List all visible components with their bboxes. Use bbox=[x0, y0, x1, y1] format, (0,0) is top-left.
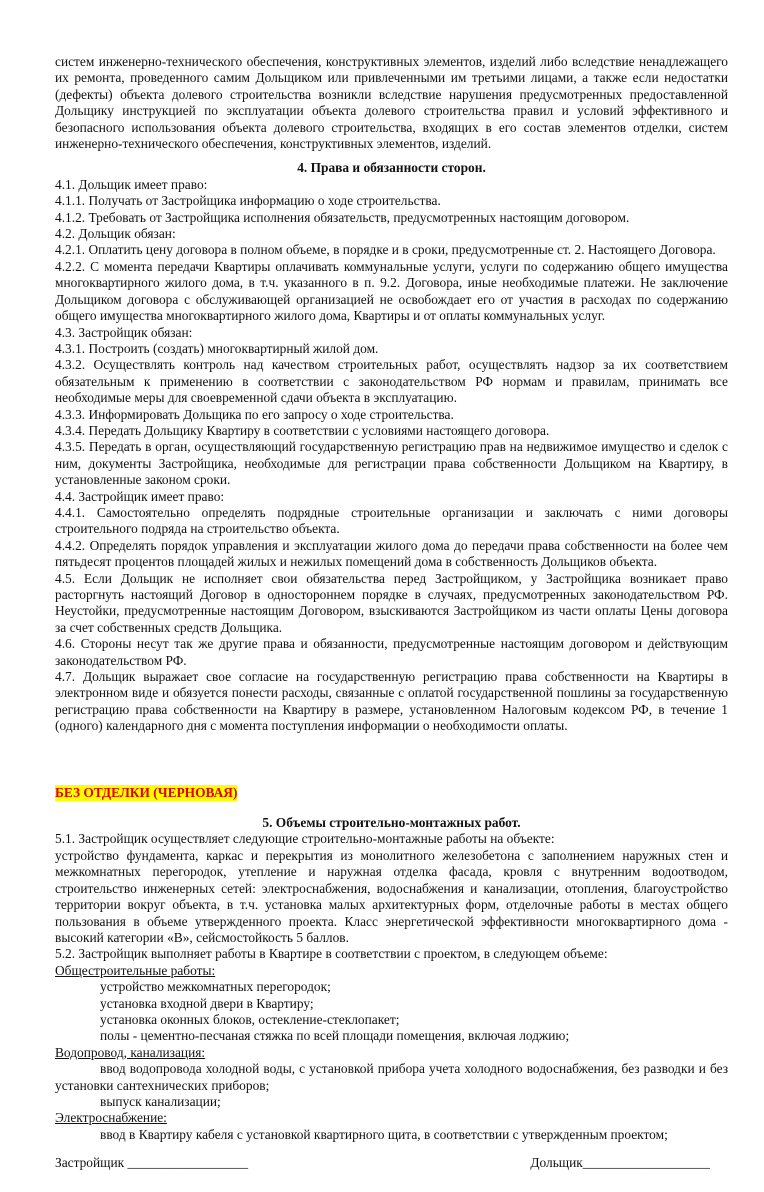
general-item: установка входной двери в Квартиру; bbox=[100, 995, 314, 1011]
clause-item: 4.3.2. Осуществлять контроль над качеством строительных работ, осуществлять надзор за их соответствием обязательным к применению в соответствии с законодательством РФ нормам и правилам, принимать все необходимые меры для своевременной сдачи объекта в эксплуатацию. bbox=[55, 357, 728, 406]
clause-item: 4.1. Дольщик имеет право: bbox=[55, 176, 208, 192]
clause-5-1: 5.1. Застройщик осуществляет следующие строительно-монтажные работы на объекте: bbox=[55, 831, 555, 847]
clause-item: 4.4.1. Самостоятельно определять подрядные строительные организации и заключать с ними договоры строительного подряда на строительство объекта. bbox=[55, 504, 728, 537]
clause-5-2: 5.2. Застройщик выполняет работы в Квартире в соответствии с проектом, в следующем объеме: bbox=[55, 946, 608, 962]
clause-item: 4.2.1. Оплатить цену договора в полном объеме, в порядке и в сроки, предусмотренные ст. 2. Настоящего Договора. bbox=[55, 242, 716, 258]
clause-item: 4.4. Застройщик имеет право: bbox=[55, 488, 225, 504]
section-4-heading: 4. Права и обязанности сторон. bbox=[297, 160, 486, 176]
general-item: установка оконных блоков, остекление-стеклопакет; bbox=[100, 1011, 400, 1027]
clause-item: 4.2. Дольщик обязан: bbox=[55, 226, 176, 242]
section-4-items bbox=[55, 177, 728, 735]
clause-item: 4.7. Дольщик выражает свое согласие на государственную регистрацию права собственности на Квартиры в электронном виде и обязуется понести расходы, связанные с оплатой государственной пошлины за государственную регистрацию права собственности на Квартиру в размере, установленном Налоговым кодексом РФ, в течение 1 (одного) календарного дня с момента поступления информации о необходимости оплаты. bbox=[55, 669, 728, 734]
document-page bbox=[55, 0, 728, 1192]
power-title: Электроснабжение: bbox=[55, 1110, 167, 1126]
clause-item: 4.2.2. С момента передачи Квартиры оплачивать коммунальные услуги, услуги по содержанию общего имущества многоквартирного жилого дома, в т.ч. указанного в п. 9.2. Договора, иные необходимые платежи. Не заключение Дольщиком договора с обслуживающей организацией не освобождает его от участия в расходах по содержанию общего имущества многоквартирного жилого дома, Квартиры и от оплаты коммунальных услуг. bbox=[55, 258, 728, 324]
clause-item: 4.3.1. Построить (создать) многоквартирный жилой дом. bbox=[55, 340, 379, 356]
clause-item: 4.3.4. Передать Дольщику Квартиру в соответствии с условиями настоящего договора. bbox=[55, 422, 550, 438]
water-item: ввод водопровода холодной воды, с установкой прибора учета холодного водоснабжения, без разводки и без установки сантехнических приборов; bbox=[55, 1061, 728, 1093]
clause-item: 4.1.1. Получать от Застройщика информацию о ходе строительства. bbox=[55, 193, 441, 209]
clause-item: 4.3. Застройщик обязан: bbox=[55, 324, 193, 340]
general-works-title: Общестроительные работы: bbox=[55, 962, 216, 978]
clause-item: 4.1.2. Требовать от Застройщика исполнения обязательств, предусмотренных настоящим договором. bbox=[55, 209, 630, 225]
power-item: ввод в Квартиру кабеля с установкой квартирного щита, в соответствии с утвержденным проектом; bbox=[100, 1126, 668, 1142]
general-item: полы - цементно-песчаная стяжка по всей площади помещения, включая лоджию; bbox=[100, 1028, 570, 1044]
clause-item: 4.4.2. Определять порядок управления и эксплуатации жилого дома до передачи права собственности на более чем пятьдесят процентов площадей жилых и нежилых помещений дома в собственность Дольщиков объекта. bbox=[55, 537, 728, 570]
general-item: устройство межкомнатных перегородок; bbox=[100, 979, 331, 995]
highlight-label: БЕЗ ОТДЕЛКИ (ЧЕРНОВАЯ) bbox=[55, 784, 238, 800]
clause-item: 4.3.3. Информировать Дольщика по его запросу о ходе строительства. bbox=[55, 406, 454, 422]
section-5-heading: 5. Объемы строительно-монтажных работ. bbox=[262, 815, 521, 831]
signature-line bbox=[55, 1155, 728, 1171]
clause-item: 4.6. Стороны несут так же другие права и обязанности, предусмотренные настоящим договором и действующим законодательством РФ. bbox=[55, 636, 728, 668]
intro-paragraph: систем инженерно-технического обеспечения, конструктивных элементов, изделий либо вследствие ненадлежащего их ремонта, проведенного самим Дольщиком или привлеченными им третьими лицами, а также если недостатки (дефекты) объекта долевого строительства возникли вследствие нарушения предусмотренных предоставленной Дольщику инструкцией по эксплуатации объекта долевого строительства правил и условий эффективного и безопасного использования объекта долевого строительства, входящих в его состав элементов отделки, систем инженерно-технического обеспечения, конструктивных элементов, изделий. bbox=[55, 54, 728, 152]
clause-item: 4.5. Если Дольщик не исполняет свои обязательства перед Застройщиком, у Застройщика возникает право расторгнуть настоящий Договор в одностороннем порядке в случаях, предусмотренных законодательством РФ. Неустойки, предусмотренные настоящим Договором, взыскиваются Застройщиком из части оплаты Цены договора за счет собственных средств Дольщика. bbox=[55, 570, 728, 635]
shareholder-signature: Дольщик___________________ bbox=[530, 1155, 710, 1171]
water-title: Водопровод, канализация: bbox=[55, 1044, 206, 1060]
clause-item: 4.3.5. Передать в орган, осуществляющий государственную регистрацию прав на недвижимое имущество и сделок с ним, документы Застройщика, необходимые для регистрации права собственности Дольщиком на Квартиру, в установленные законом сроки. bbox=[55, 439, 728, 488]
developer-signature: Застройщик __________________ bbox=[55, 1155, 249, 1171]
water-item: выпуск канализации; bbox=[100, 1093, 221, 1109]
works-description: устройство фундамента, каркас и перекрытия из монолитного железобетона с заполнением наружных стен и межкомнатных перегородок, утепление и наружная отделка фасада, кровля с внутренним водоотводом, строительство инженерных сетей: электроснабжения, водоснабжения и канализации, отопления, благоустройство территории вокруг объекта, в т.ч. установка малых архитектурных форм, отделочные работы в местах общего пользования в объеме утвержденного проекта. Класс энергетической эффективности многоквартирного дома - высокий категории «В», сейсмостойкость 5 баллов. bbox=[55, 847, 728, 945]
